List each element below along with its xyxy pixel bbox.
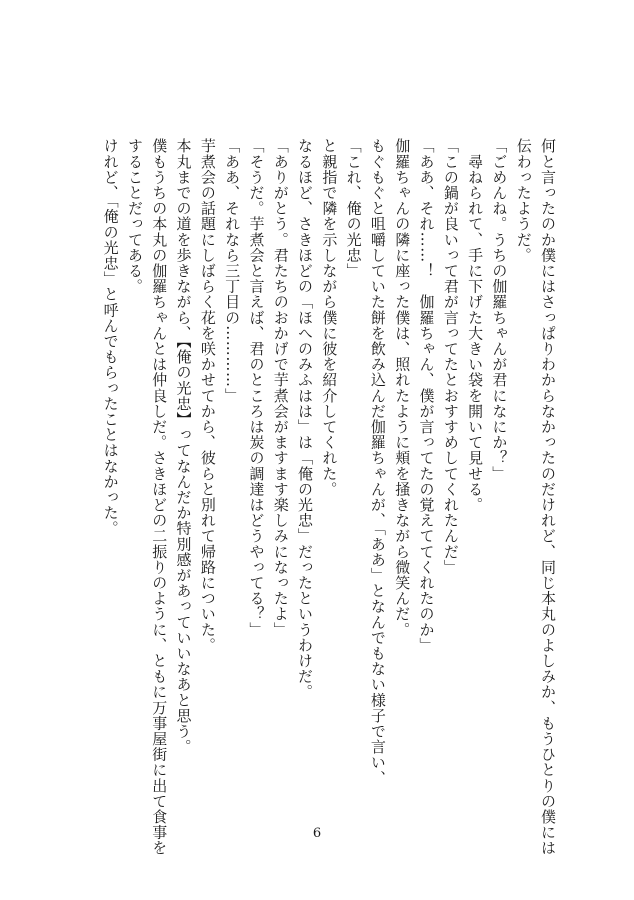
text-line: 何と言ったのか僕にはさっぱりわからなかったのだけれど、同じ本丸のよしみか、もうひとりの僕には [539, 138, 557, 856]
text-line: することだってある。 [125, 138, 144, 294]
text-line: けれど、「俺の光忠」と呼んでもらったことはなかった。 [101, 138, 120, 537]
text-line: 「そうだ。芋煮会と言えば、君のところは炭の調達はどうやってる？」 [247, 138, 266, 638]
vertical-text-body [98, 138, 560, 856]
text-line: 伽羅ちゃんの隣に座った僕は、照れたように頬を掻きながら微笑んだ。 [393, 138, 412, 638]
text-line: 「この鍋が良いって君が言ってたとおすすめしてくれたんだ」 [441, 138, 460, 575]
text-line: 本丸までの道を歩きながら、【俺の光忠】ってなんだか特別感があっていいなあと思う。 [174, 138, 193, 755]
text-line: 尋ねられて、手に下げた大きい袋を開いて見せる。 [466, 138, 485, 513]
text-line: 僕もうちの本丸の伽羅ちゃんとは仲良しだ。さきほどの二振りのように、ともに万事屋街に出て食事を [150, 138, 169, 856]
text-line: なるほど、さきほどの「ほへのみふはは」は「俺の光忠」だったというわけだ。 [296, 138, 315, 700]
text-line: 伝わったようだ。 [514, 138, 533, 263]
text-line: 「ありがとう。君たちのおかげで芋煮会がますます楽しみになったよ」 [271, 138, 290, 638]
text-line: 「ごめんね。うちの伽羅ちゃんが君になにか？」 [490, 138, 509, 482]
text-line: 「ああ、それ……！ 伽羅ちゃん、僕が言ってたの覚えててくれたのか」 [417, 138, 436, 653]
text-line: と親指で隣を示しながら僕に彼を紹介してくれた。 [320, 138, 339, 497]
page-number: 6 [312, 826, 322, 841]
text-line: 「これ、俺の光忠」 [344, 138, 363, 279]
text-line: 「ああ、それなら三丁目の…………」 [223, 138, 242, 404]
text-line: もぐもぐと咀嚼していた餅を飲み込んだ伽羅ちゃんが、「ああ」となんでもない様子で言い、 [368, 138, 387, 786]
text-line: 芋煮会の話題にしばらく花を咲かせてから、彼らと別れて帰路についた。 [198, 138, 217, 653]
